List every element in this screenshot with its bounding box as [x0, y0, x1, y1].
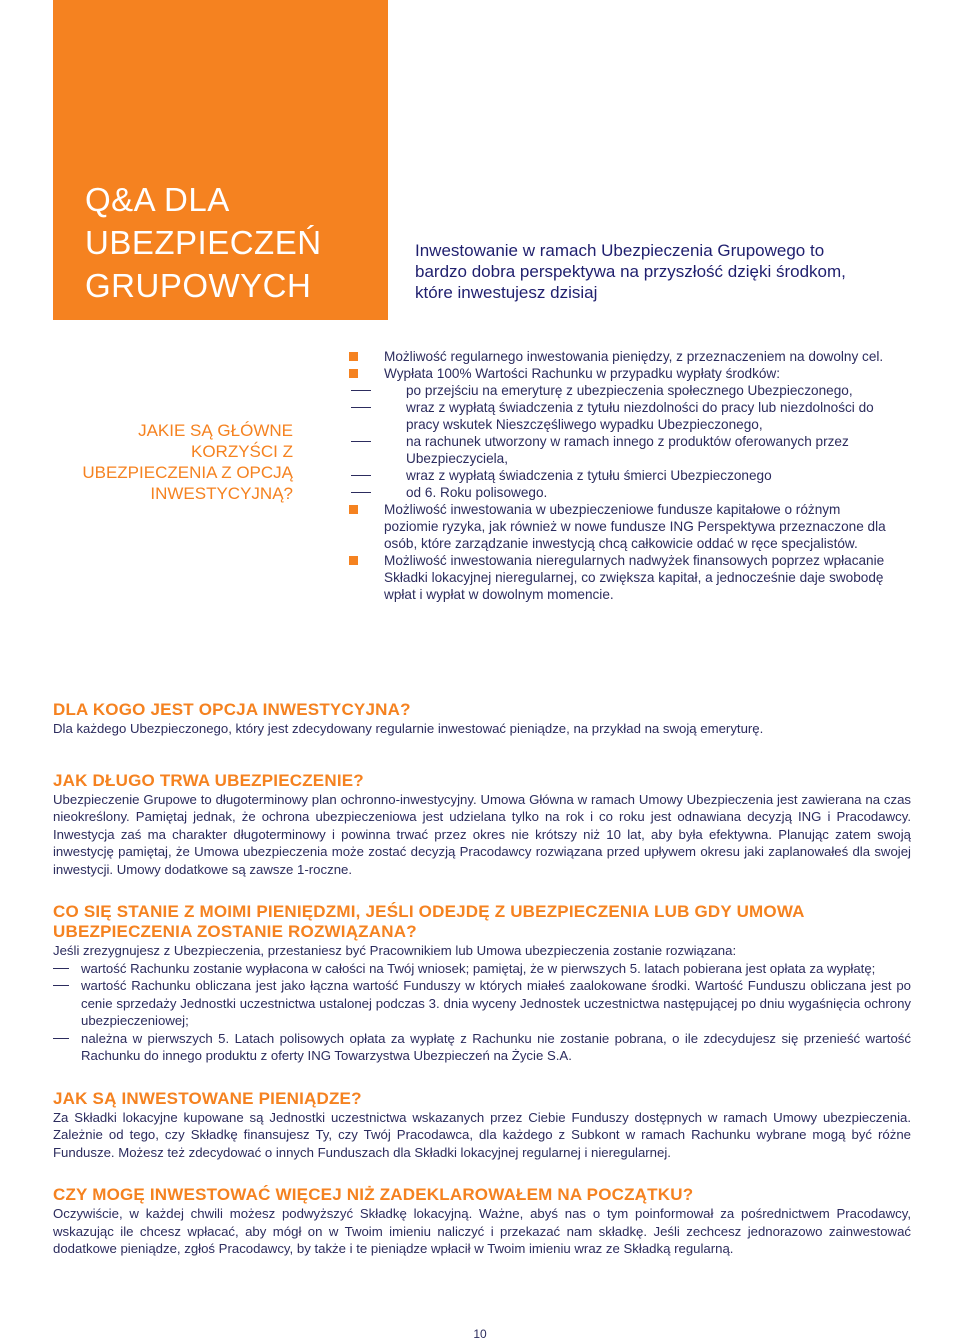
title-line-1: Q&A DLA — [85, 181, 230, 218]
faq-section-investing — [53, 1089, 911, 1162]
page-number: 10 — [473, 1327, 487, 1341]
benefit-item — [349, 365, 889, 501]
section-heading: JAK SĄ INWESTOWANE PIENIĄDZE? — [53, 1088, 362, 1108]
bullet-square-icon — [349, 556, 358, 565]
section-body: Dla każdego Ubezpieczonego, który jest zdecydowany regularnie inwestować pieniądze, na przykład na swoją emeryturę. — [53, 721, 764, 736]
benefits-list — [349, 348, 889, 603]
section-intro: Jeśli zrezygnujesz z Ubezpieczenia, przestaniesz być Pracownikiem lub Umowa ubezpieczenia zostanie rozwiązana: — [53, 943, 737, 958]
benefit-subitem: na rachunek utworzony w ramach innego z produktów oferowanych przez Ubezpieczyciela, — [384, 433, 889, 467]
faq-section-duration — [53, 771, 911, 879]
section-body: Za Składki lokacyjne kupowane są Jednostki uczestnictwa wskazanych przez Ciebie Funduszy dostępnych w ramach Umowy ubezpieczenia. Zależnie od tego, czy Składkę finansujesz Ty, czy Twój Pracodawca, dla każdego z Subkont w ramach Rachunku wybrane mogą być różne Fundusze. Możesz też zdecydować o innych Funduszach dla Składki lokacyjnej regularnej i nieregularnej. — [53, 1109, 911, 1160]
list-item: należna w pierwszych 5. Latach polisowych opłata za wypłatę z Rachunku nie zostanie pobrana, o ile zdecydujesz się przenieść wartość Rachunku do innego produktu z oferty ING Towarzystwa Ubezpieczeń na Życie S.A. — [53, 1030, 911, 1065]
section-heading: DLA KOGO JEST OPCJA INWESTYCYJNA? — [53, 700, 411, 719]
list-item: wartość Rachunku zostanie wypłacona w całości na Twój wniosek; pamiętaj, że w pierwszych 5. latach pobierana jest opłata za wypłatę; — [53, 960, 911, 978]
faq-section-who — [53, 700, 911, 738]
hero-banner — [53, 0, 388, 320]
faq-section-more — [53, 1185, 911, 1258]
benefit-sublist — [384, 382, 889, 501]
section-heading: JAK DŁUGO TRWA UBEZPIECZENIE? — [53, 770, 364, 790]
section-list — [53, 960, 911, 1065]
section-heading: CZY MOGĘ INWESTOWAĆ WIĘCEJ NIŻ ZADEKLAROWAŁEM NA POCZĄTKU? — [53, 1185, 694, 1204]
benefit-subitem: wraz z wypłatą świadczenia z tytułu niezdolności do pracy lub niezdolności do pracy wskutek Nieszczęśliwego wypadku Ubezpieczonego, — [384, 399, 889, 433]
benefit-text: Możliwość inwestowania w ubezpieczeniowe fundusze kapitałowe o różnym poziomie ryzyka, jak również w nowe fundusze ING Perspektywa przeznaczone dla osób, które zarządzanie inwestycją chcą całkowicie oddać w ręce specjalistów. — [384, 502, 886, 551]
bullet-square-icon — [349, 369, 358, 378]
benefit-text: Wypłata 100% Wartości Rachunku w przypadku wypłaty środków: — [384, 366, 781, 381]
title-line-2: UBEZPIECZEŃ — [85, 224, 322, 261]
faq-section-leaving — [53, 902, 911, 1065]
section-heading: CO SIĘ STANIE Z MOIMI PIENIĘDZMI, JEŚLI ODEJDĘ Z UBEZPIECZENIA LUB GDY UMOWA UBEZPIECZENIA ZOSTANIE ROZWIĄZANA? — [53, 902, 804, 941]
benefit-item — [349, 552, 889, 603]
page-title — [85, 178, 322, 307]
benefit-text: Możliwość inwestowania nieregularnych nadwyżek finansowych poprzez wpłacanie Składki lokacyjnej nieregularnej, co zwiększa kapitał, a jednocześnie daje swobodę wpłat i wypłat w dowolnym momencie. — [384, 553, 885, 602]
benefit-subitem: wraz z wypłatą świadczenia z tytułu śmierci Ubezpieczonego — [384, 467, 889, 484]
title-line-3: GRUPOWYCH — [85, 267, 312, 304]
bullet-square-icon — [349, 352, 358, 361]
section-body: Ubezpieczenie Grupowe to długoterminowy plan ochronno-inwestycyjny. Umowa Główna w ramach Umowy Ubezpieczenia jest zawierana na czas nieokreślony. Pamiętaj jednak, że ochrona ubezpieczeniowa jest udzielana tylko na rok i co roku jest odnawiana decyzją ING i Pracodawcy. Inwestycja zaś ma charakter długoterminowy i powinna trwać przez okres nie krótszy niż 10 lat, aby była efektywna. Planując zatem swoją inwestycję pamiętaj, że Umowa ubezpieczenia może zostać decyzją Pracodawcy rozwiązana przed upływem okresu jaki zaplanowałeś dla swojej inwestycji. Umowy dodatkowe są zawsze 1-roczne. — [53, 791, 911, 877]
list-item: wartość Rachunku obliczana jest jako łączna wartość Funduszy w których miałeś zaalokowane środki. Wartość Funduszu obliczana jest po cenie sprzedaży Jednostki uczestnictwa ustalonej podczas 3. dnia wyceny Jednostek uczestnictwa następującej po dniu wygaśnięcia ochrony ubezpieczeniowej; — [53, 977, 911, 1030]
benefit-text: Możliwość regularnego inwestowania pieniędzy, z przeznaczeniem na dowolny cel. — [384, 349, 884, 364]
benefit-item — [349, 348, 889, 365]
tagline: Inwestowanie w ramach Ubezpieczenia Grupowego to bardzo dobra perspektywa na przyszłość dzięki środkom, które inwestujesz dzisiaj — [415, 241, 846, 302]
benefit-subitem: po przejściu na emeryturę z ubezpieczenia społecznego Ubezpieczonego, — [384, 382, 889, 399]
benefit-subitem: od 6. Roku polisowego. — [384, 484, 889, 501]
benefits-question: JAKIE SĄ GŁÓWNE KORZYŚCI Z UBEZPIECZENIA Z OPCJĄ INWESTYCYJNĄ? — [82, 421, 293, 503]
faq-content — [53, 700, 911, 1258]
section-body: Oczywiście, w każdej chwili możesz podwyższyć Składkę lokacyjną. Ważne, abyś nas o tym poinformował za pośrednictwem Pracodawcy, wskazując ile chcesz wpłacać, aby mógł on w Twoim imieniu naliczyć i przekazać nam składkę. Jeśli zechcesz jednorazowo zainwestować dodatkowe pieniądze, zgłoś Pracodawcy, by także i te pieniądze wpłacił w Twoim imieniu wraz ze Składką regularną. — [53, 1206, 911, 1256]
benefit-item — [349, 501, 889, 552]
bullet-square-icon — [349, 505, 358, 514]
